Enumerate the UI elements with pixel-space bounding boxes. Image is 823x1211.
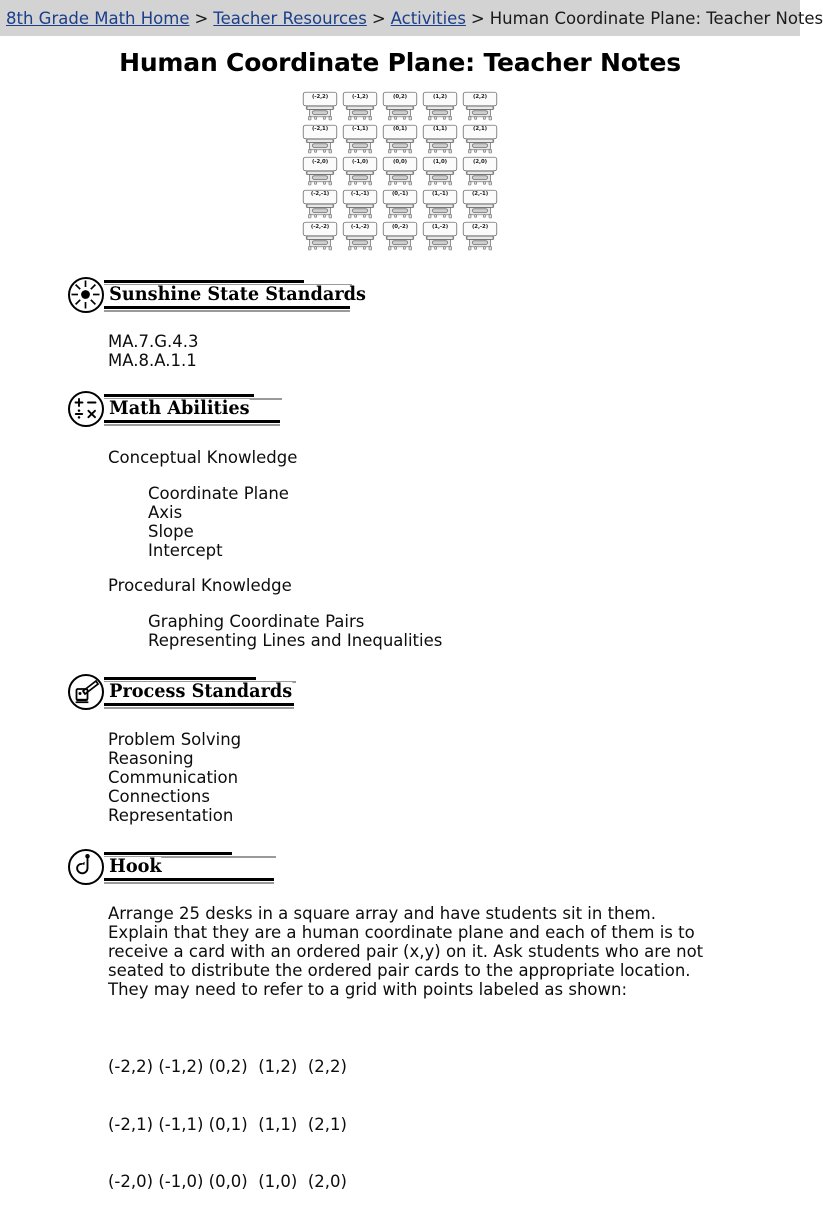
desk-cell (460, 189, 500, 222)
pencil-writing-icon (68, 674, 104, 710)
desk-cell (460, 156, 500, 189)
desk-coordinate-label: (0,-2) (391, 223, 409, 230)
desk-cell (380, 156, 420, 189)
breadcrumb (0, 0, 823, 36)
desk-coordinate-label: (1,1) (433, 126, 447, 132)
banner-text-process: Process Standards (98, 682, 292, 701)
abilities-group-conceptual (108, 448, 800, 560)
hook-coordinate-grid-text (108, 1019, 800, 1211)
desk-coordinate-label: (-1,-1) (350, 191, 370, 197)
desk-coordinate-label: (0,1) (393, 126, 407, 132)
ability-item: Coordinate Plane (148, 483, 289, 503)
breadcrumb-link-home[interactable]: 8th Grade Math Home (6, 8, 190, 28)
desk-cell (380, 124, 420, 157)
ability-item: Slope (148, 521, 194, 541)
desk-coordinate-label: (2,0) (473, 158, 487, 165)
desk-cell (380, 221, 420, 254)
desk-coordinate-label: (-2,1) (311, 126, 329, 132)
desk-coordinate-label: (-2,-1) (310, 191, 330, 197)
banner-text-abilities: Math Abilities (98, 399, 250, 418)
coordinate-row: (-2,2) (-1,2) (0,2) (1,2) (2,2) (108, 1056, 347, 1076)
desk-coordinate-label: (-2,2) (311, 93, 329, 100)
desk-cell (300, 189, 340, 222)
desk-coordinate-label: (1,2) (433, 93, 447, 100)
breadcrumb-separator: > (371, 8, 386, 28)
desk-cell (460, 91, 500, 124)
desk-coordinate-label: (-2,0) (311, 158, 329, 165)
breadcrumb-separator: > (194, 8, 209, 28)
desk-coordinate-label: (2,2) (473, 93, 487, 100)
desk-cell (420, 221, 460, 254)
sun-icon (68, 277, 104, 313)
banner-label-block-process (98, 673, 307, 711)
process-item: Communication (108, 767, 239, 787)
group-heading: Conceptual Knowledge (108, 447, 298, 467)
abilities-group-procedural (108, 576, 800, 650)
desk-cell (340, 156, 380, 189)
coordinate-row: (-2,0) (-1,0) (0,0) (1,0) (2,0) (108, 1172, 347, 1192)
desk-grid-figure (0, 91, 800, 254)
desk-cell (340, 91, 380, 124)
group-items (148, 484, 800, 560)
process-item: Connections (108, 786, 210, 806)
section-banner-hook (68, 848, 800, 886)
desk-cell (340, 189, 380, 222)
banner-label-block-abilities (98, 390, 261, 428)
desk-coordinate-label: (-1,2) (351, 93, 369, 100)
desk-cell (300, 221, 340, 254)
desk-cell (300, 91, 340, 124)
desk-coordinate-label: (-2,-2) (310, 223, 330, 230)
desk-cell (420, 189, 460, 222)
process-item: Problem Solving (108, 729, 242, 749)
desk-cell (460, 124, 500, 157)
banner-label-block-hook (98, 848, 166, 886)
desk-coordinate-label: (1,-2) (431, 223, 449, 230)
desk-cell (460, 221, 500, 254)
breadcrumb-link-teacher-resources[interactable]: Teacher Resources (213, 8, 367, 28)
section-banner-process (68, 673, 800, 711)
standards-list (108, 332, 800, 370)
hook-paragraph: Arrange 25 desks in a square array and have students sit in them. Explain that they are a human coordinate plane and each of them is to receive a card with an ordered pair (x,y) on it. Ask students who are not seated to distribute the ordered pair cards to the appropriate location. They may need to refer to a grid with points labeled as shown: (108, 903, 704, 1000)
desk-cell (420, 124, 460, 157)
ability-item: Representing Lines and Inequalities (148, 630, 443, 650)
breadcrumb-separator: > (470, 8, 485, 28)
desk-coordinate-label: (-1,-2) (350, 223, 370, 230)
desk-coordinate-label: (2,-2) (471, 223, 489, 230)
standard-item: MA.8.A.1.1 (108, 350, 197, 370)
process-item: Reasoning (108, 748, 194, 768)
ability-item: Axis (148, 502, 183, 522)
desk-cell (420, 91, 460, 124)
desk-coordinate-label: (2,1) (473, 126, 487, 132)
process-item: Representation (108, 805, 234, 825)
coordinate-row: (-2,1) (-1,1) (0,1) (1,1) (2,1) (108, 1114, 347, 1134)
desk-cell (300, 124, 340, 157)
process-standards-list (108, 730, 800, 825)
desk-coordinate-label: (-1,1) (351, 126, 369, 132)
standard-item: MA.7.G.4.3 (108, 331, 199, 351)
desk-coordinate-label: (0,-1) (391, 191, 409, 197)
desk-cell (340, 124, 380, 157)
section-banner-abilities (68, 390, 800, 428)
breadcrumb-link-activities[interactable]: Activities (390, 8, 466, 28)
desk-coordinate-label: (1,0) (433, 158, 447, 165)
desk-grid (300, 91, 500, 254)
desk-coordinate-label: (2,-1) (471, 191, 489, 197)
page-title: Human Coordinate Plane: Teacher Notes (119, 48, 681, 77)
desk-cell (380, 189, 420, 222)
desk-cell (380, 91, 420, 124)
desk-cell (420, 156, 460, 189)
desk-coordinate-label: (0,2) (393, 93, 407, 100)
ability-item: Graphing Coordinate Pairs (148, 611, 365, 631)
breadcrumb-current-page: Human Coordinate Plane: Teacher Notes (489, 8, 823, 28)
group-heading: Procedural Knowledge (108, 575, 292, 595)
group-items (148, 612, 800, 650)
fish-hook-icon (68, 849, 104, 885)
ability-item: Intercept (148, 540, 223, 560)
desk-coordinate-label: (0,0) (393, 158, 407, 165)
math-operators-icon (68, 391, 104, 427)
desk-coordinate-label: (1,-1) (431, 191, 449, 197)
desk-cell (300, 156, 340, 189)
desk-coordinate-label: (-1,0) (351, 158, 369, 165)
banner-text-hook: Hook (98, 857, 162, 876)
section-banner-standards (68, 276, 800, 314)
banner-label-block-standards (98, 276, 386, 314)
desk-cell (340, 221, 380, 254)
banner-text-standards: Sunshine State Standards (98, 285, 366, 304)
